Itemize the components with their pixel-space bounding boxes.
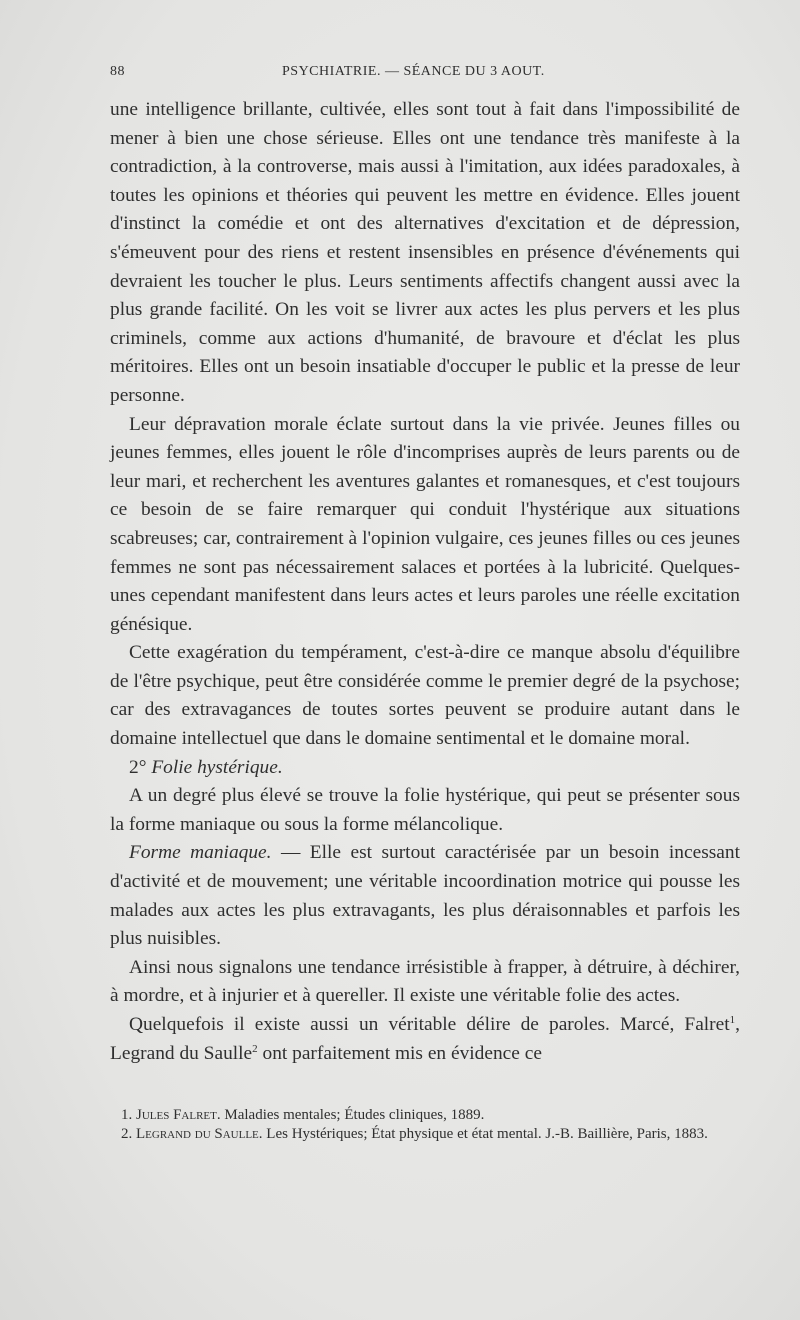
footnote-number: 1. bbox=[121, 1107, 133, 1123]
running-title: PSYCHIATRIE. — SÉANCE DU 3 AOUT. bbox=[282, 64, 545, 79]
footnotes bbox=[110, 1106, 740, 1144]
footnote-ref-1: 1 bbox=[729, 1014, 736, 1026]
footnote-author: Legrand du Saulle. bbox=[136, 1126, 263, 1142]
section-title: Folie hystérique. bbox=[151, 756, 283, 778]
footnote-1 bbox=[110, 1106, 740, 1125]
quelquefois-end: ont parfaitement mis en évidence ce bbox=[257, 1042, 542, 1064]
footnote-text: Maladies mentales; Études cliniques, 1889. bbox=[220, 1107, 485, 1123]
forme-maniaque-label: Forme maniaque. bbox=[129, 842, 272, 864]
paragraph-quelquefois bbox=[110, 1011, 740, 1068]
paragraph-depravation: Leur dépravation morale éclate surtout dans la vie privée. Jeunes filles ou jeunes femmes, elles jouent le rôle d'incomprises auprès de leurs parents ou de leur mari, et recherchent les aventures galantes et romanesques, et c'est toujours ce besoin de se faire remarquer qui conduit l'hystérique aux situations scabreuses; car, contrairement à l'opinion vulgaire, ces jeunes filles ou ces jeunes femmes ne sont pas nécessairement salaces et portées à la lubricité. Quelques-unes cependant manifestent dans leurs actes et leurs paroles une réelle excitation génésique. bbox=[110, 413, 740, 635]
quelquefois-middle: , Legrand du Saulle bbox=[110, 1014, 740, 1064]
body-text bbox=[110, 96, 740, 1068]
footnote-2 bbox=[110, 1125, 740, 1144]
page-number: 88 bbox=[110, 64, 125, 79]
section-number: 2° bbox=[129, 756, 147, 778]
footnote-text: Les Hystériques; État physique et état mental. J.-B. Baillière, Paris, 1883. bbox=[262, 1126, 708, 1142]
footnote-number: 2. bbox=[121, 1126, 133, 1142]
paragraph-ainsi: Ainsi nous signalons une tendance irrésistible à frapper, à détruire, à déchirer, à mordre, et à injurier et à quereller. Il existe une véritable folie des actes. bbox=[110, 956, 740, 1007]
paragraph-exaggeration: Cette exagération du tempérament, c'est-à-dire ce manque absolu d'équilibre de l'être psychique, peut être considérée comme le premier degré de la psychose; car des extravagances de toutes sortes peuvent se produire autant dans le domaine intellectuel que dans le domaine sentimental et le domaine moral. bbox=[110, 642, 740, 750]
paragraph-continuation: une intelligence brillante, cultivée, elles sont tout à fait dans l'impossibilité de mener à bien une chose sérieuse. Elles ont une tendance très manifeste à la contradiction, à la controverse, mais aussi à l'imitation, aux idées paradoxales, à toutes les opinions et théories qui peuvent les mettre en évidence. Elles jouent d'instinct la comédie et ont des alternatives d'excitation et de dépression, s'émeuvent pour des riens et restent insensibles en présence d'événements qui devraient les toucher le plus. Leurs sentiments affectifs changent aussi avec la plus grande facilité. On les voit se livrer aux actes les plus pervers et les plus criminels, comme aux actions d'humanité, de bravoure et d'éclat les plus méritoires. Elles ont un besoin insatiable d'occuper le public et la presse de leur personne. bbox=[110, 99, 740, 406]
footnote-author: Jules Falret. bbox=[136, 1107, 221, 1123]
paragraph-forme-maniaque bbox=[110, 839, 740, 953]
running-header bbox=[110, 64, 690, 88]
section-heading bbox=[110, 754, 740, 783]
paragraph-degree: A un degré plus élevé se trouve la folie hystérique, qui peut se présenter sous la forme maniaque ou sous la forme mélancolique. bbox=[110, 785, 740, 835]
footnote-ref-2: 2 bbox=[252, 1042, 258, 1055]
forme-maniaque-text: — Elle est surtout caractérisée par un besoin incessant d'activité et de mouvement; une véritable incoordination motrice qui pousse les malades aux actes les plus extravagants, les plus déraisonnables et parfois les plus nuisibles. bbox=[110, 842, 740, 950]
quelquefois-start: Quelquefois il existe aussi un véritable délire de paroles. Marcé, Falret bbox=[129, 1014, 730, 1035]
